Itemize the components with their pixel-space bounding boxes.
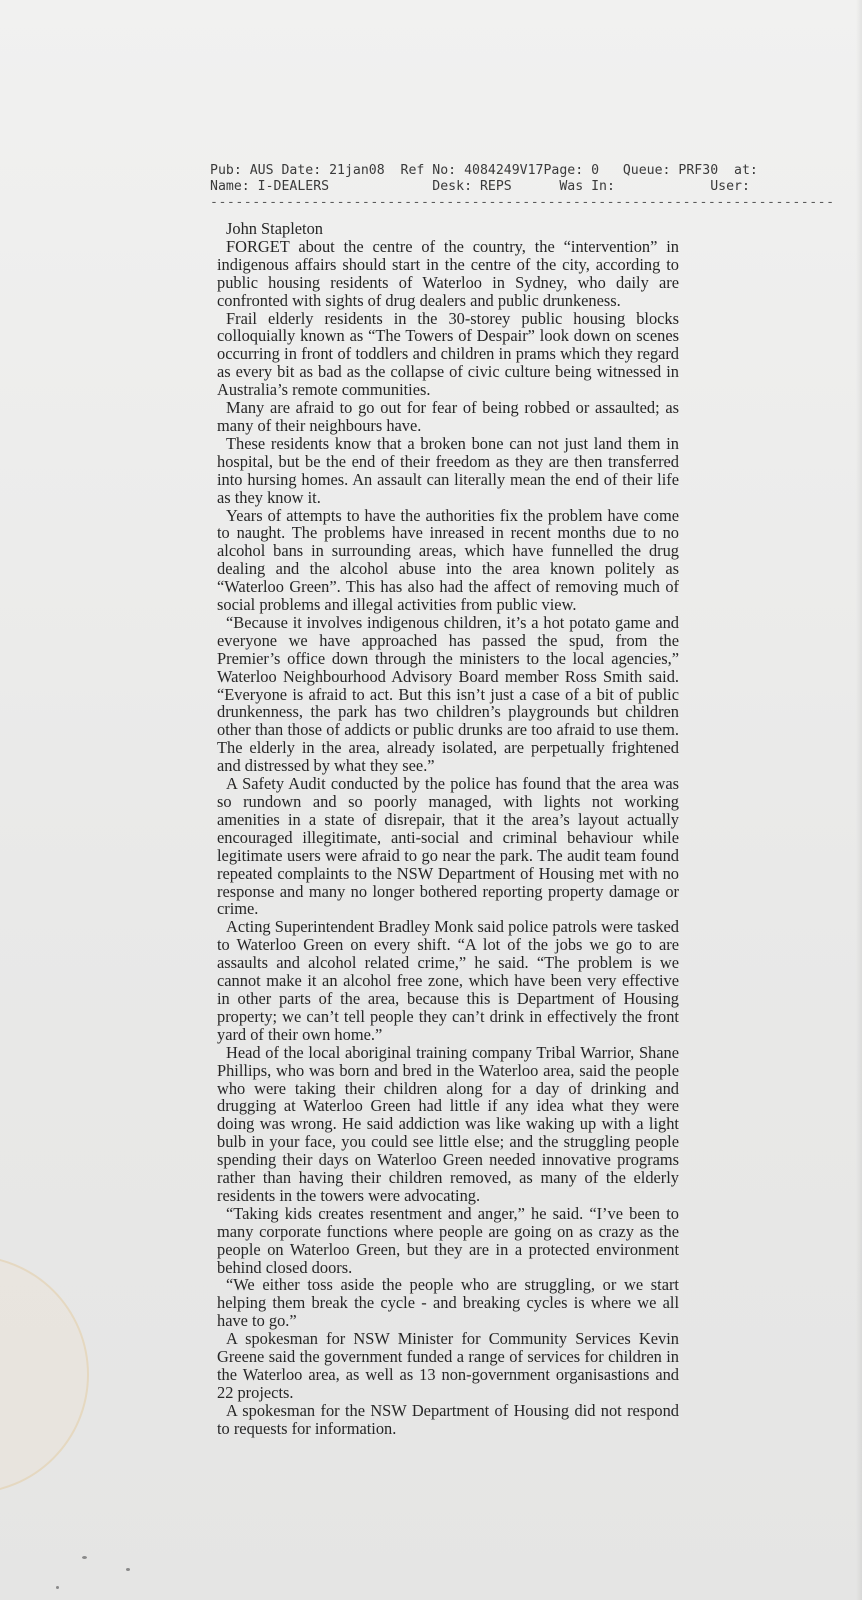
paragraph-3: Many are afraid to go out for fear of being robbed or assaulted; as many of their neighbours have. <box>217 398 679 435</box>
paragraph-8: Acting Superintendent Bradley Monk said police patrols were tasked to Waterloo Green on every shift. “A lot of the jobs we go to are assaults and alcohol related crime,” he said. “The problem is we cannot make it an alcohol free zone, which have been very effective in other parts of the area, because this is Department of Housing property; we can’t tell people they can’t drink in effectively the front yard of their own home.” <box>217 917 679 1044</box>
paper-speck <box>56 1586 59 1589</box>
paragraph-9: Head of the local aboriginal training company Tribal Warrior, Shane Phillips, who was born and bred in the Waterloo area, said the people who were taking their children along for a day of drinking and drugging at Waterloo Green had little if any idea what they were doing was wrong. He said addiction was like waking up with a light bulb in your face, you could see little else; and the struggling people spending their days on Waterloo Green needed innovative programs rather than having their children removed, as many of the elderly residents in the towers were advocating. <box>217 1042 679 1205</box>
paragraph-7: A Safety Audit conducted by the police has found that the area was so rundown and so poorly managed, with lights not working amenities in a state of disrepair, that it the area’s layout actually encouraged illegitimate, anti-social and criminal behaviour while legitimate users were afraid to go near the park. The audit team found repeated complaints to the NSW Department of Housing met with no response and many no longer bothered reporting property damage or crime. <box>217 774 679 919</box>
paragraph-13: A spokesman for the NSW Department of Housing did not respond to requests for information. <box>217 1400 679 1438</box>
page-edge-shadow <box>856 0 862 1600</box>
paragraph-5: Years of attempts to have the authorities fix the problem have come to naught. The problems have inreased in recent months due to no alcohol bans in surrounding areas, which have funnelled the drug dealing and the alcohol abuse into the area known politely as “Waterloo Green”. This has also had the affect of removing much of social problems and illegal activities from public view. <box>217 505 679 615</box>
paragraph-2: Frail elderly residents in the 30-storey public housing blocks colloquially known as “The Towers of Despair” look down on scenes occurring in front of toddlers and children in prams which they regard as every bit as bad as the collapse of civic culture being witnessed in Australia’s remote communities. <box>217 308 679 400</box>
byline: John Stapleton <box>226 219 323 238</box>
article-body <box>217 220 679 1438</box>
wire-header <box>210 163 862 211</box>
paper-stain <box>0 1255 89 1494</box>
header-rule: -------------------------------------------------------------------------- <box>210 195 835 210</box>
paper-speck <box>126 1568 130 1571</box>
paragraph-11: “We either toss aside the people who are struggling, or we start helping them break the cycle - and breaking cycles is where we all have to go.” <box>217 1275 679 1331</box>
paragraph-12: A spokesman for NSW Minister for Community Services Kevin Greene said the government funded a range of services for children in the Waterloo area, as well as 13 non-government organisastions and 22 projects. <box>217 1329 679 1402</box>
paper-speck <box>82 1556 87 1559</box>
paragraph-10: “Taking kids creates resentment and anger,” he said. “I’ve been to many corporate functions where people are going on as crazy as the people on Waterloo Green, but they are in a protected environment behind closed doors. <box>217 1203 679 1277</box>
header-line-1: Pub: AUS Date: 21jan08 Ref No: 4084249V17Page: 0 Queue: PRF30 at: <box>210 163 758 178</box>
paragraph-6: “Because it involves indigenous children, it’s a hot potato game and everyone we have approached has passed the spud, from the Premier’s office down through the ministers to the local agencies,” Waterloo Neighbourhood Advisory Board member Ross Smith said. “Everyone is afraid to act. But this isn’t just a case of a bit of public drunkenness, the park has two children’s playgrounds but children other than those of addicts or public drunks are too afraid to use them. The elderly in the area, already isolated, are perpetually frightened and distressed by what they see.” <box>217 612 679 776</box>
paragraph-4: These residents know that a broken bone can not just land them in hospital, but be the end of their freedom as they are then transferred into hursing homes. An assault can literally mean the end of their life as they know it. <box>217 433 679 507</box>
paragraph-1: FORGET about the centre of the country, the “intervention” in indigenous affairs should start in the centre of the city, according to public housing residents of Waterloo in Sydney, who daily are confronted with sights of drug dealers and public drunkeness. <box>217 236 679 310</box>
header-line-2: Name: I-DEALERS Desk: REPS Was In: User: <box>210 179 750 194</box>
